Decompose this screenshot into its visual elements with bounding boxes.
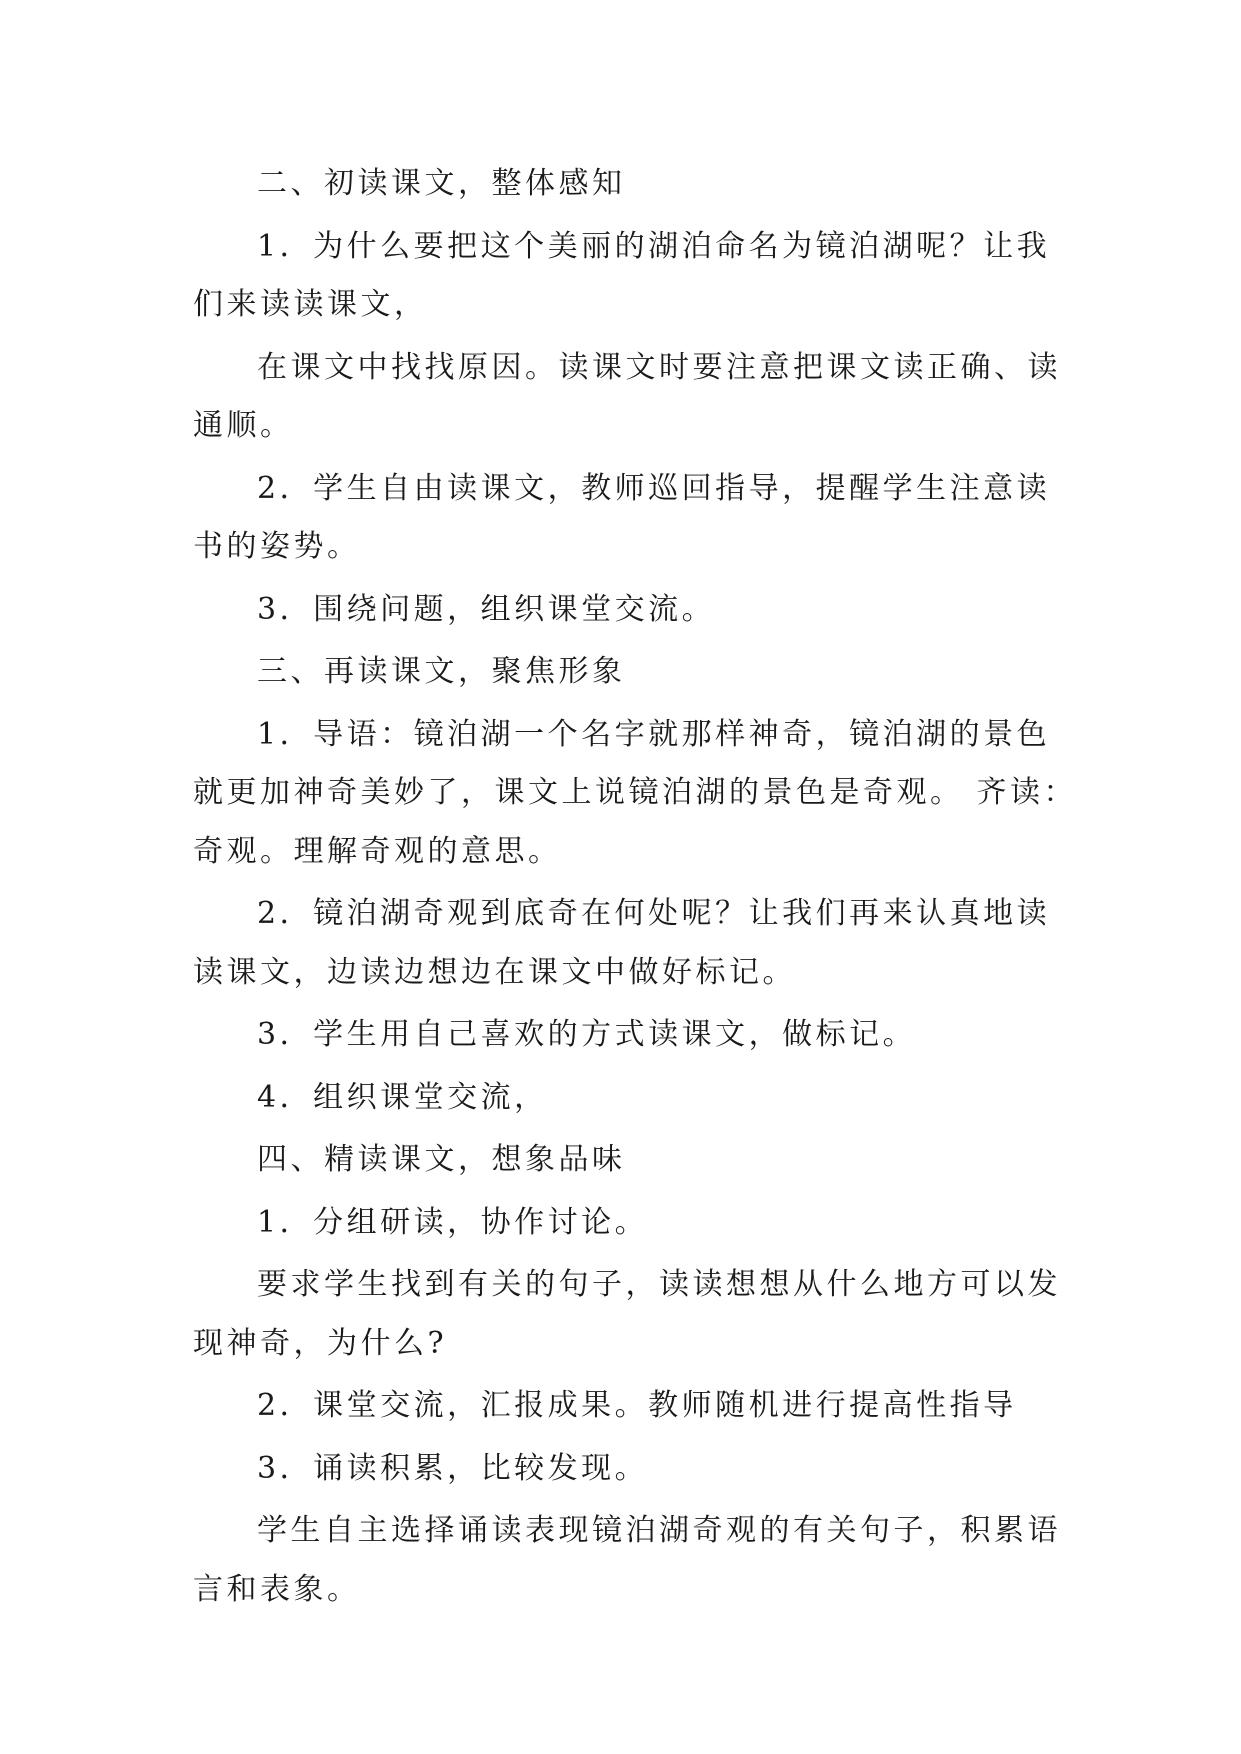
section-heading-4: 四、精读课文，想象品味 [257,1142,626,1177]
section-heading-3: 三、再读课文，聚焦形象 [257,654,626,689]
paragraph-item-2: 2．镜泊湖奇观到底奇在何处呢？让我们再来认真地读读课文，边读边想边在课文中做好标记。 [193,896,1051,990]
paragraph-item-3: 3．诵读积累，比较发现。 [257,1450,649,1486]
paragraph-item-2: 2．课堂交流，汇报成果。教师随机进行提高性指导 [257,1388,1017,1423]
paragraph-conclusion: 学生自主选择诵读表现镜泊湖奇观的有关句子，积累语言和表象。 [193,1513,1061,1607]
paragraph-continuation: 在课文中找找原因。读课文时要注意把课文读正确、读通顺。 [193,349,1061,443]
paragraph-item-4: 4．组织课堂交流， [257,1079,548,1115]
paragraph-item-2: 2．学生自由读课文，教师巡回指导，提醒学生注意读书的姿势。 [193,470,1051,564]
paragraph-requirement: 要求学生找到有关的句子，读读想想从什么地方可以发现神奇，为什么? [193,1267,1061,1361]
document-body [193,155,1078,1623]
paragraph-item-1: 1．为什么要把这个美丽的湖泊命名为镜泊湖呢？让我们来读读课文， [193,228,1051,322]
paragraph-item-3: 3．学生用自己喜欢的方式读课文，做标记。 [257,1017,917,1052]
paragraph-item-3: 3．围绕问题，组织课堂交流。 [257,591,716,627]
paragraph-item-1: 1．分组研读，协作讨论。 [257,1204,649,1240]
paragraph-item-1: 1．导语：镜泊湖一个名字就那样神奇，镜泊湖的景色就更加神奇美妙了，课文上说镜泊湖的景色是奇观。 齐读：奇观。理解奇观的意思。 [193,716,1078,869]
section-heading-2: 二、初读课文，整体感知 [257,166,626,201]
